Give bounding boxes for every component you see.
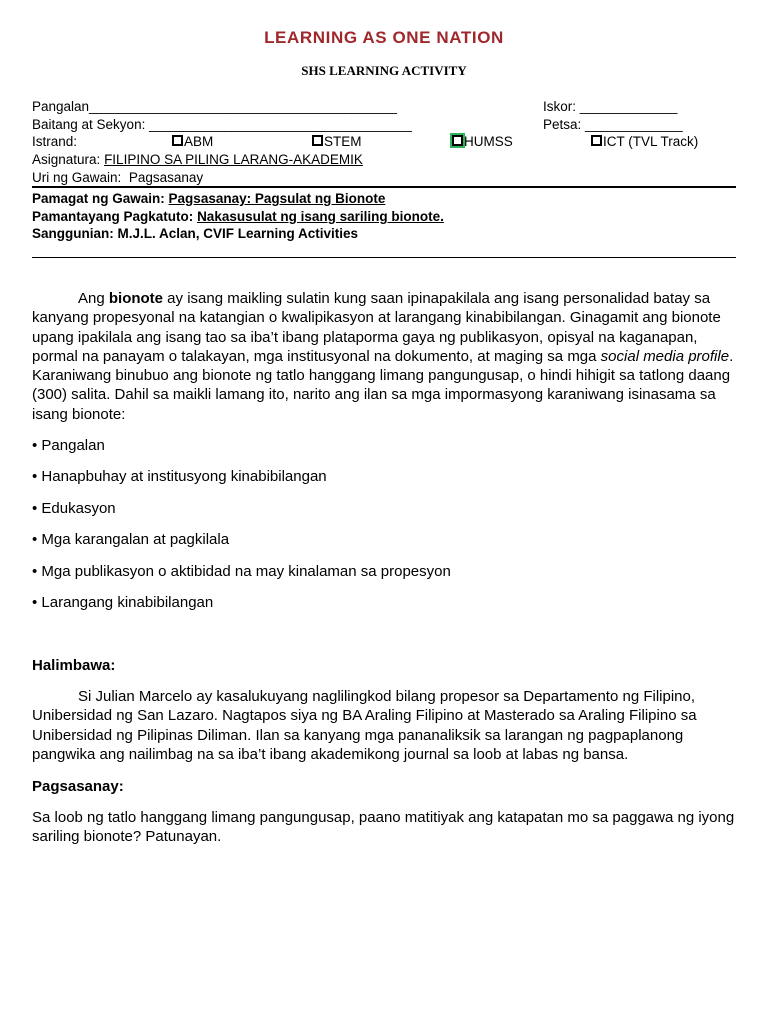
strand-option-stem[interactable]: STEM xyxy=(312,133,362,150)
strand-option-abm[interactable]: ABM xyxy=(172,133,213,150)
intro-paragraph: Ang bionote ay isang maikling sulatin kung saan ipinapakilala ang isang personalidad batay sa kanyang propesyonal na katangian o kwalipikasyon at larangang kinabibilangan. Ginagamit ang bionote upang ipakilala ang isang tao sa iba’t ibang plataporma gaya ng publikasyon, opisyal na kaganapan, pormal na panayam o talakayan, mga institusyonal na dokumento, at maging sa mga social media profile. Karaniwang binubuo ang bionote ng tatlo hanggang limang pangungusap, o hindi hihigit sa tatlong daang (300) salita. Dahil sa maikli lamang ito, narito ang ilan sa mga impormasyong karaniwang isinasama sa isang bionote: xyxy=(32,290,734,423)
strand-option-humss[interactable]: HUMSS xyxy=(452,133,513,150)
list-item: • Pangalan xyxy=(32,437,105,454)
list-item: • Larangang kinabibilangan xyxy=(32,594,214,611)
asignatura-value: FILIPINO SA PILING LARANG-AKADEMIK xyxy=(104,152,363,167)
pamantayang-row: Pamantayang Pagkatuto: Nakasusulat ng isang sariling bionote. xyxy=(32,209,444,224)
header-divider xyxy=(32,186,736,188)
example-paragraph: Si Julian Marcelo ay kasalukuyang naglilingkod bilang propesor sa Departamento ng Filipino, Unibersidad ng San Lazaro. Nagtapos siya ng BA Araling Filipino at Masterado sa Araling Filipino sa Unibersidad ng Pilipinas Diliman. Ilan sa kanyang mga pananaliksik sa larangan ng pagpaplanong pangwika ang nailimbag na sa iba’t ibang akademikong journal sa loob at labas ng bansa. xyxy=(32,688,697,763)
iskor-field[interactable]: Iskor: _____________ xyxy=(543,99,678,114)
section-divider xyxy=(32,257,736,258)
uri-row: Uri ng Gawain: Pagsasanay xyxy=(32,170,204,185)
istrand-label: Istrand: xyxy=(32,134,78,149)
exercise-heading: Pagsasanay: xyxy=(32,778,124,795)
checkbox-ict[interactable] xyxy=(591,135,602,146)
pamantayang-value: Nakasusulat ng isang sariling bionote. xyxy=(197,209,444,224)
asignatura-row: Asignatura: FILIPINO SA PILING LARANG-AKADEMIK xyxy=(32,152,363,167)
pangalan-field[interactable]: Pangalan_________________________________________ xyxy=(32,99,397,114)
uri-value: Pagsasanay xyxy=(128,170,204,185)
list-item: • Hanapbuhay at institusyong kinabibilangan xyxy=(32,468,327,485)
petsa-field[interactable]: Petsa: _____________ xyxy=(543,117,683,132)
strand-option-ict[interactable]: ICT (TVL Track) xyxy=(591,133,698,150)
example-heading: Halimbawa: xyxy=(32,657,116,674)
checkbox-abm[interactable] xyxy=(172,135,183,146)
list-item: • Mga karangalan at pagkilala xyxy=(32,531,230,548)
list-item: • Edukasyon xyxy=(32,500,116,517)
baitang-sekyon-field[interactable]: Baitang at Sekyon: ___________________________________ xyxy=(32,117,412,132)
checkbox-stem[interactable] xyxy=(312,135,323,146)
pamagat-value: Pagsasanay: Pagsulat ng Bionote xyxy=(168,191,386,206)
document-title: LEARNING AS ONE NATION xyxy=(264,28,504,47)
list-item: • Mga publikasyon o aktibidad na may kinalaman sa propesyon xyxy=(32,563,451,580)
exercise-paragraph: Sa loob ng tatlo hanggang limang pangungusap, paano matitiyak ang katapatan mo sa paggawa ng iyong sariling bionote? Patunayan. xyxy=(32,809,735,846)
document-subtitle: SHS LEARNING ACTIVITY xyxy=(301,63,467,78)
checkbox-humss-checked[interactable] xyxy=(452,135,463,146)
pamagat-row: Pamagat ng Gawain: Pagsasanay: Pagsulat ng Bionote xyxy=(32,191,386,206)
sanggunian-row: Sanggunian: M.J.L. Aclan, CVIF Learning Activities xyxy=(32,226,359,241)
